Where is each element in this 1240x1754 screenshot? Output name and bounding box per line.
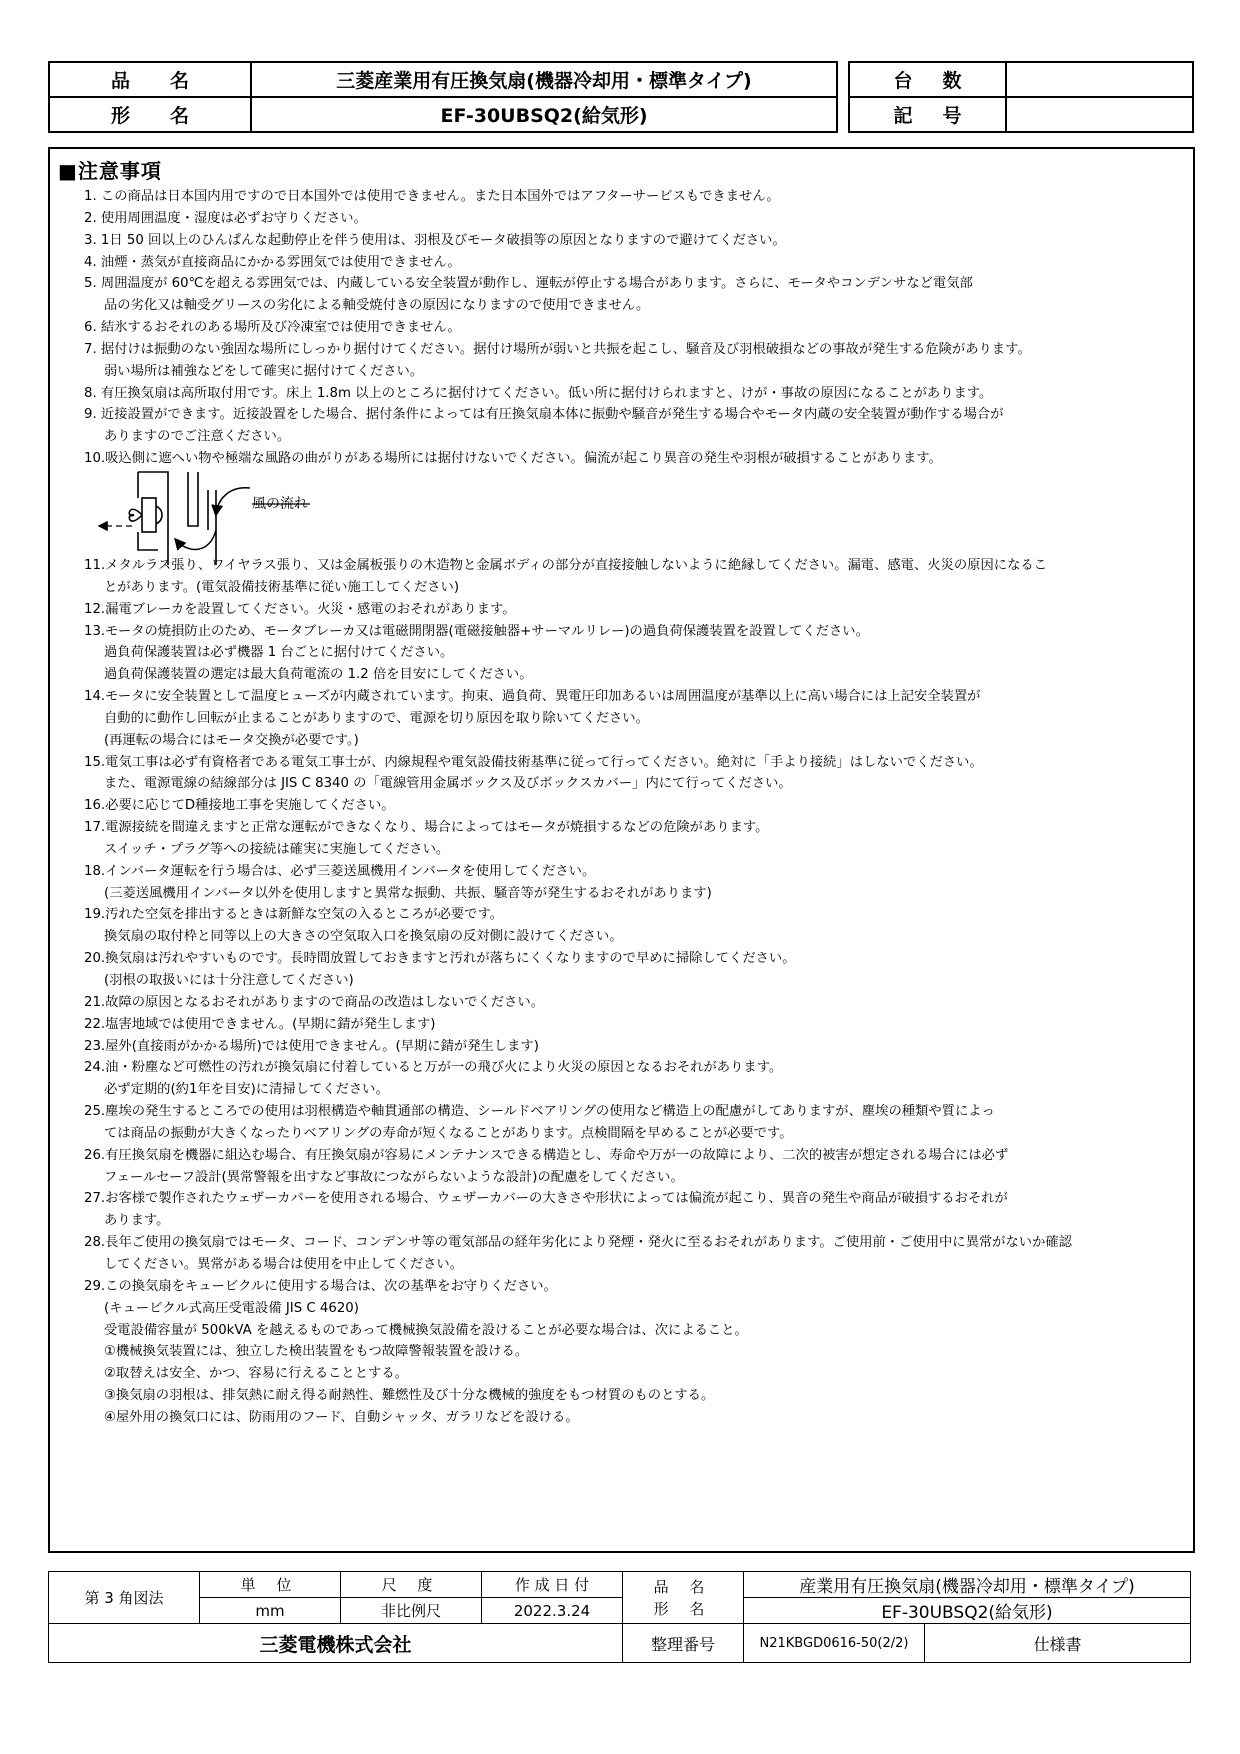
note-line [84,1429,1182,1451]
note-line: 23.屋外(直接雨がかかる場所)では使用できません。(早期に錆が発生します) [84,1038,539,1054]
ref-label: 整理番号 [623,1624,744,1663]
note-line: 20.換気扇は汚れやすいものです。長時間放置しておきますと汚れが落ちにくくなりますので早めに掃除してください。 [84,951,796,967]
note-line: 弱い場所は補強などをして確実に据付けてください。 [104,363,424,379]
note-line: 2. 使用周囲温度・湿度は必ずお守りください。 [84,210,367,226]
note-line: 4. 油煙・蒸気が直接商品にかかる雰囲気では使用できません。 [84,254,461,270]
note-line: 26.有圧換気扇を機器に組込む場合、有圧換気扇が容易にメンテナンスできる構造とし、寿命や万が一の故障により、二次的被害が想定される場合には必ず [84,1147,1009,1163]
tb-product-name: 産業用有圧換気扇(機器冷却用・標準タイプ) [744,1572,1191,1598]
count-label: 台数 [849,62,1006,97]
projection-method: 第 3 角図法 [49,1572,200,1624]
note-line: 25.塵埃の発生するところでの使用は羽根構造や軸貫通部の構造、シールドベアリングの使用など構造上の配慮がしてありますが、塵埃の種類や質によっ [84,1104,995,1120]
model-name: EF-30UBSQ2(給気形) [251,97,837,132]
note-line: 21.故障の原因となるおそれがありますので商品の改造はしないでください。 [84,994,544,1010]
model-label: 形名 [49,97,251,132]
note-line: 16.必要に応じてD種接地工事を実施してください。 [84,798,395,814]
note-line: 19.汚れた空気を排出するときは新鮮な空気の入るところが必要です。 [84,907,503,923]
note-line: 18.インバータ運転を行う場合は、必ず三菱送風機用インバータを使用してください。 [84,863,596,879]
note-line: ③換気扇の羽根は、排気熱に耐え得る耐熱性、難燃性及び十分な機械的強度をもつ材質のものとする。 [104,1388,715,1404]
note-line: 6. 結氷するおそれのある場所及び冷凍室では使用できません。 [84,320,461,336]
note-line: ④屋外用の換気口には、防雨用のフード、自動シャッタ、ガラリなどを設ける。 [104,1409,579,1425]
note-line: 7. 据付けは振動のない強固な場所にしっかり据付けてください。据付け場所が弱いと共振を起こし、騒音及び羽根破損などの事故が発生する危険があります。 [84,341,1031,357]
note-line: ①機械換気装置には、独立した検出装置をもつ故障警報装置を設ける。 [104,1344,529,1360]
note-line: 29.この換気扇をキュービクルに使用する場合は、次の基準をお守りください。 [84,1278,557,1294]
note-line: 10.吸込側に遮へい物や極端な風路の曲がりがある場所には据付けないでください。偏流が起こり異音の発生や羽根が破損することがあります。 [84,451,942,467]
airflow-diagram [98,470,338,566]
note-line: 5. 周囲温度が 60℃を超える雰囲気では、内蔵している安全装置が動作し、運転が停止する場合があります。さらに、モータやコンデンサなど電気部 [84,276,973,292]
product-name: 三菱産業用有圧換気扇(機器冷却用・標準タイプ) [251,62,837,97]
note-line: 17.電源接続を間違えますと正常な運転ができなくなり、場合によってはモータが焼損するなどの危険があります。 [84,820,769,836]
note-line: 15.電気工事は必ず有資格者である電気工事士が、内線規程や電気設備技術基準に従って行ってください。絶対に「手より接続」はしないでください。 [84,754,983,770]
note-line: 13.モータの焼損防止のため、モータブレーカ又は電磁開閉器(電磁接触器+サーマルリレー)の過負荷保護装置を設置してください。 [84,623,869,639]
note-line: ありますのでご注意ください。 [104,429,291,445]
note-line: 27.お客様で製作されたウェザーカバーを使用される場合、ウェザーカバーの大きさや形状によっては偏流が起こり、異音の発生や商品が破損するおそれが [84,1191,1008,1207]
notes-list [84,186,1182,1451]
note-line: 8. 有圧換気扇は高所取付用です。床上 1.8m 以上のところに据付けてください。低い所に据付けられますと、けが・事故の原因になることがあります。 [84,385,993,401]
note-line: 過負荷保護装置は必ず機器 1 台ごとに据付けてください。 [104,645,454,661]
unit-label: 単 位 [200,1572,341,1598]
scale-label: 尺 度 [341,1572,482,1598]
symbol-value [1006,97,1193,132]
header-table [48,61,838,133]
scale-value: 非比例尺 [341,1598,482,1624]
note-line: (三菱送風機用インバータ以外を使用しますと異常な振動、共振、騒音等が発生するおそれがあります) [104,885,712,901]
company-name: 三菱電機株式会社 [49,1624,623,1663]
note-line: してください。異常がある場合は使用を中止してください。 [104,1256,464,1272]
quantity-table [848,61,1194,133]
note-line: また、電源電線の結線部分は JIS C 8340 の「電線管用金属ボックス及びボックスカバー」内にて行ってください。 [104,776,792,792]
note-line: 22.塩害地域では使用できません。(早期に錆が発生します) [84,1016,436,1032]
note-line: 14.モータに安全装置として温度ヒューズが内蔵されています。拘束、過負荷、異電圧印加あるいは周囲温度が基準以上に高い場合には上記安全装置が [84,689,981,705]
note-line: 1. この商品は日本国内用ですので日本国外では使用できません。また日本国外ではアフターサービスもできません。 [84,189,780,204]
note-line: 11.メタルラス張り、ワイヤラス張り、又は金属板張りの木造物と金属ボディの部分が直接接触しないように絶縁してください。漏電、感電、火災の原因になるこ [84,557,1047,573]
note-line: 12.漏電ブレーカを設置してください。火災・感電のおそれがあります。 [84,601,516,617]
note-line: フェールセーフ設計(異常警報を出すなど事故につながらないような設計)の配慮をしてください。 [104,1169,684,1185]
notes-heading: ■注意事項 [58,159,162,183]
note-line: あります。 [104,1213,170,1229]
ref-number: N21KBGD0616-50(2/2) [744,1624,925,1663]
note-line: ②取替えは安全、かつ、容易に行えることとする。 [104,1366,408,1382]
airflow-label: 風の流れ [252,496,308,512]
airflow-arrow [176,530,216,549]
fan-housing [138,472,168,565]
note-line: 9. 近接設置ができます。近接設置をした場合、据付条件によっては有圧換気扇本体に振動や騒音が発生する場合やモータ内蔵の安全装置が動作する場合が [84,407,1004,423]
note-line: 28.長年ご使用の換気扇ではモータ、コード、コンデンサ等の電気部品の経年劣化により発煙・発火に至るおそれがあります。ご使用前・ご使用中に異常がないか確認 [84,1235,1072,1251]
date-value: 2022.3.24 [482,1598,623,1624]
note-line: 受電設備容量が 500kVA を越えるものであって機械換気設備を設けることが必要な場合は、次によること。 [104,1322,748,1338]
airflow-arrow [216,488,250,514]
count-value [1006,62,1193,97]
name-label: 品名 [49,62,251,97]
unit-value: mm [200,1598,341,1624]
note-line: 品の劣化又は軸受グリースの劣化による軸受焼付きの原因になりますので使用できません。 [104,298,650,314]
tb-model-label: 形 名 [653,1599,713,1618]
title-block [48,1571,1191,1663]
date-label: 作 成 日 付 [482,1572,623,1598]
fan-blade-icon [129,509,142,521]
tb-model-name: EF-30UBSQ2(給気形) [744,1598,1191,1624]
note-line: 必ず定期的(約1年を目安)に清掃してください。 [104,1082,389,1098]
note-line: (キュービクル式高圧受電設備 JIS C 4620) [104,1300,359,1316]
note-line: (羽根の取扱いには十分注意してください) [104,973,354,988]
document-type: 仕様書 [925,1624,1191,1663]
note-line: 24.油・粉塵など可燃性の汚れが換気扇に付着していると万が一の飛び火により火災の原因となるおそれがあります。 [84,1060,783,1076]
note-line: ては商品の振動が大きくなったりベアリングの寿命が短くなることがあります。点検間隔を早めることが必要です。 [104,1125,793,1141]
note-line: 過負荷保護装置の選定は最大負荷電流の 1.2 倍を目安にしてください。 [104,667,533,683]
tb-name-label: 品 名 [653,1577,713,1596]
symbol-label: 記号 [849,97,1006,132]
note-line: 自動的に動作し回転が止まることがありますので、電源を切り原因を取り除いてください。 [104,710,649,726]
note-line: 換気扇の取付枠と同等以上の大きさの空気取入口を換気扇の反対側に設けてください。 [104,929,623,945]
duct-wall [188,472,216,565]
note-line: (再運転の場合にはモータ交換が必要です。) [104,732,359,748]
note-line: とがあります。(電気設備技術基準に従い施工してください) [104,579,460,595]
note-line: 3. 1日 50 回以上のひんぱんな起動停止を伴う使用は、羽根及びモータ破損等の原因となりますので避けてください。 [84,232,786,248]
note-line: スイッチ・プラグ等への接続は確実に実施してください。 [104,841,450,857]
